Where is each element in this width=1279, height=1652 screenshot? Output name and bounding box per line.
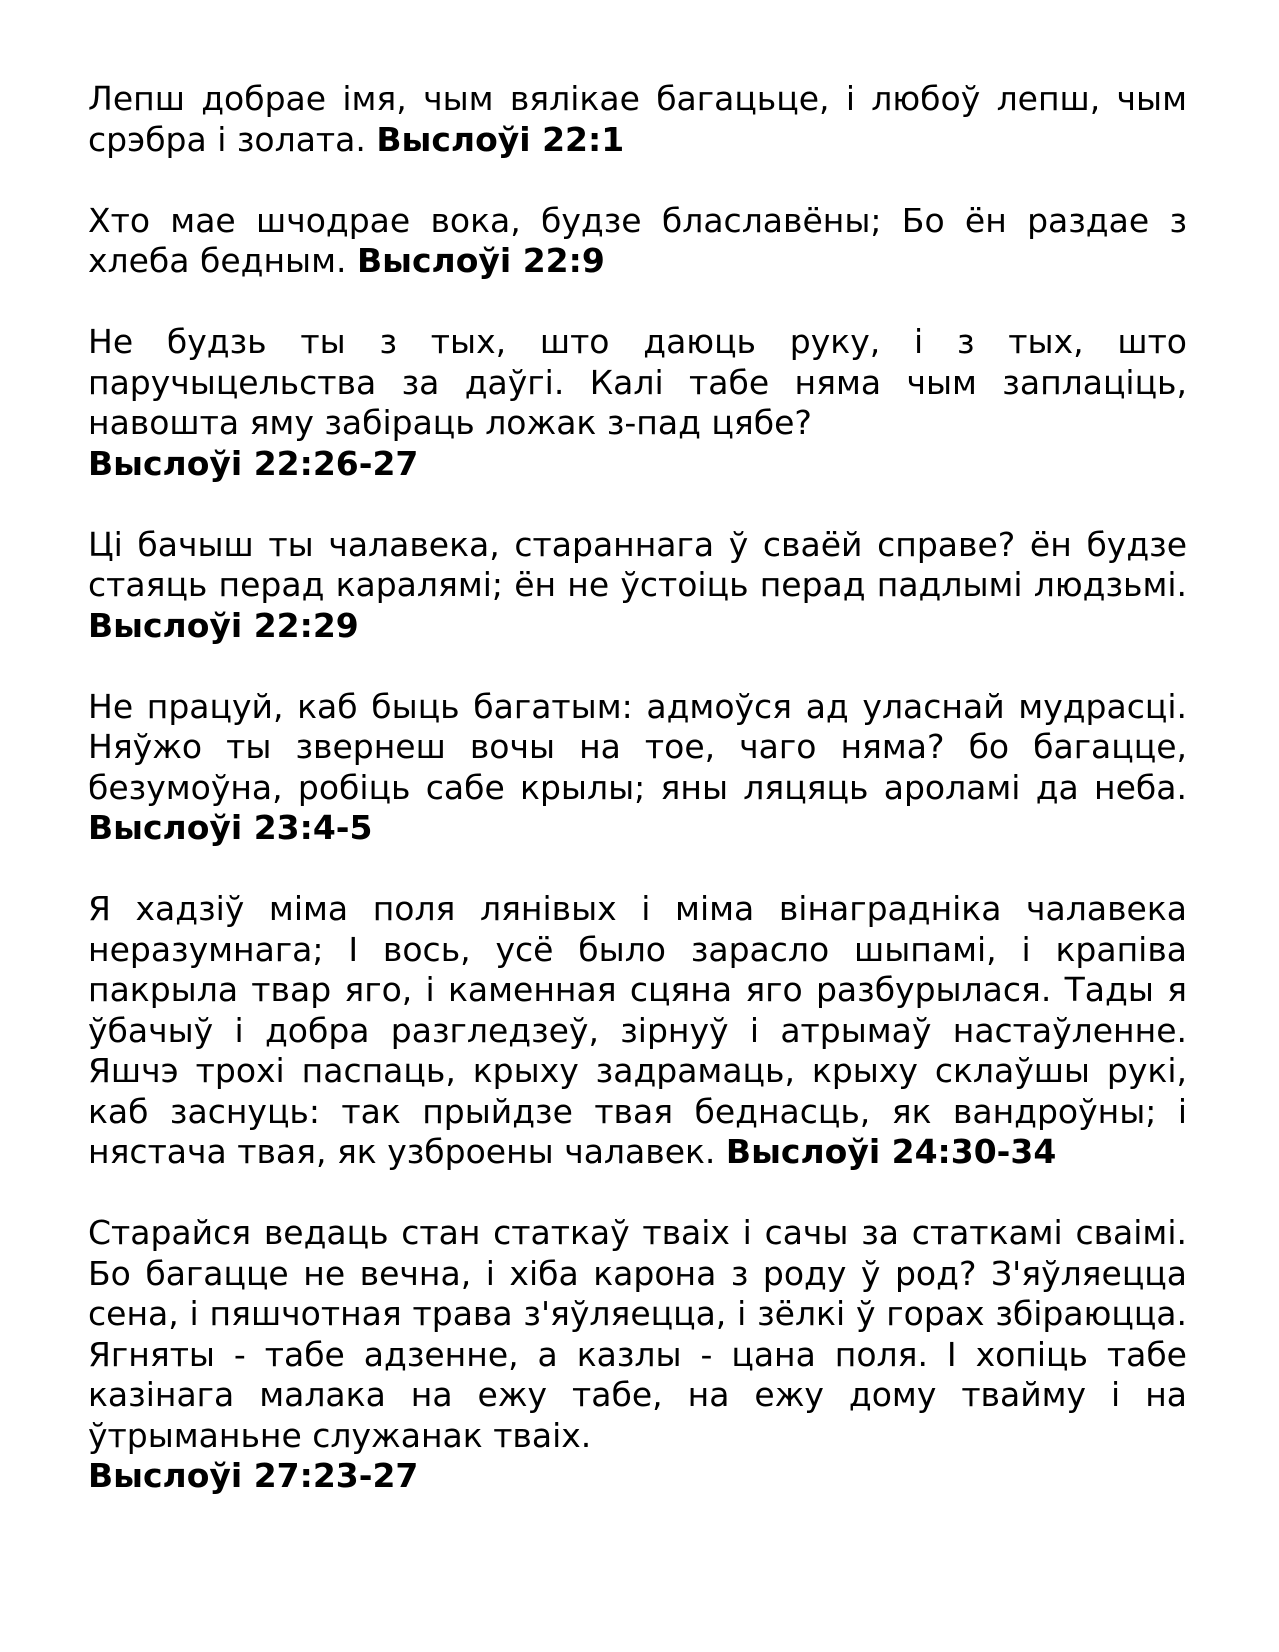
verse-reference: Выслоўі 24:30-34 [725,1132,1057,1171]
verse-paragraph [88,201,1187,282]
verse-reference: Выслоўі 27:23-27 [88,1456,419,1495]
verse-reference: Выслоўі 22:29 [88,605,359,645]
verse-reference: Выслоўі 23:4-5 [88,808,373,847]
verse-text: Не будзь ты з тых, што даюць руку, і з тых, што паручыцельства за даўгі. Калі табе няма чым заплаціць, навошта яму забіраць ложак з-пад цябе? [88,322,1187,442]
verse-text: Ці бачыш ты чалавека, стараннага ў сваёй справе? ён будзе стаяць перад каралямі; ён не ўстоіць перад падлымі людзьмі. [88,524,1187,604]
verse-text: Не працуй, каб быць багатым: адмоўся ад уласнай мудрасці. Няўжо ты звернеш вочы на тое, чаго няма? бо багацце, безумоўна, робіць сабе крылы; яны ляцяць aрoлaмi да неба. [88,686,1187,807]
verse-text: Старайся ведаць стан статкаў тваіх і сачы за статкамі сваімі. Бо багацце не вечна, і хіба карона з роду ў род? З'яўляецца сена, і пяшчотная трава з'яўляецца, і зёлкі ў горах збіраюцца. Ягняты - табе адзенне, а казлы - цана поля. І хопіць табе казінага малака на ежу табе, на ежу дому твайму і на ўтрыманьне служанак тваіх. [88,1213,1187,1455]
verse-paragraph [88,687,1187,849]
verse-text: Лепш добрае імя, чым вялікае багацьце, і любоў лепш, чым срэбра і золата. [88,79,1187,159]
verse-paragraph [88,1213,1187,1497]
verse-reference: Выслоўі 22:26-27 [88,443,419,483]
verse-text: Я хадзіў міма поля лянівых і міма вінаградніка чалавека неразумнага; І вось, усё было зарасло шыпамі, і крапіва пакрыла твар яго, і каменная сцяна яго разбурылася. Тады я ўбачыў і добра разгледзеў, зірнуў і атрымаў настаўленне. Яшчэ трохі паспаць, крыху задрамаць, крыху склаўшы рукі, каб заснуць: так прыйдзе твая беднасць, як вандроўны; і нястача твая, як узброены чалавек. [88,889,1187,1171]
verse-paragraph [88,889,1187,1173]
verse-text: Хто мае шчодрае вока, будзе блаславёны; Бо ён раздае з хлеба бедным. [88,200,1187,280]
verse-reference: Выслоўі 22:1 [376,119,625,159]
verse-paragraph [88,525,1187,647]
verse-paragraph [88,322,1187,484]
verse-paragraph [88,79,1187,160]
verse-reference: Выслоўі 22:9 [356,241,605,280]
document-page [88,79,1187,1537]
